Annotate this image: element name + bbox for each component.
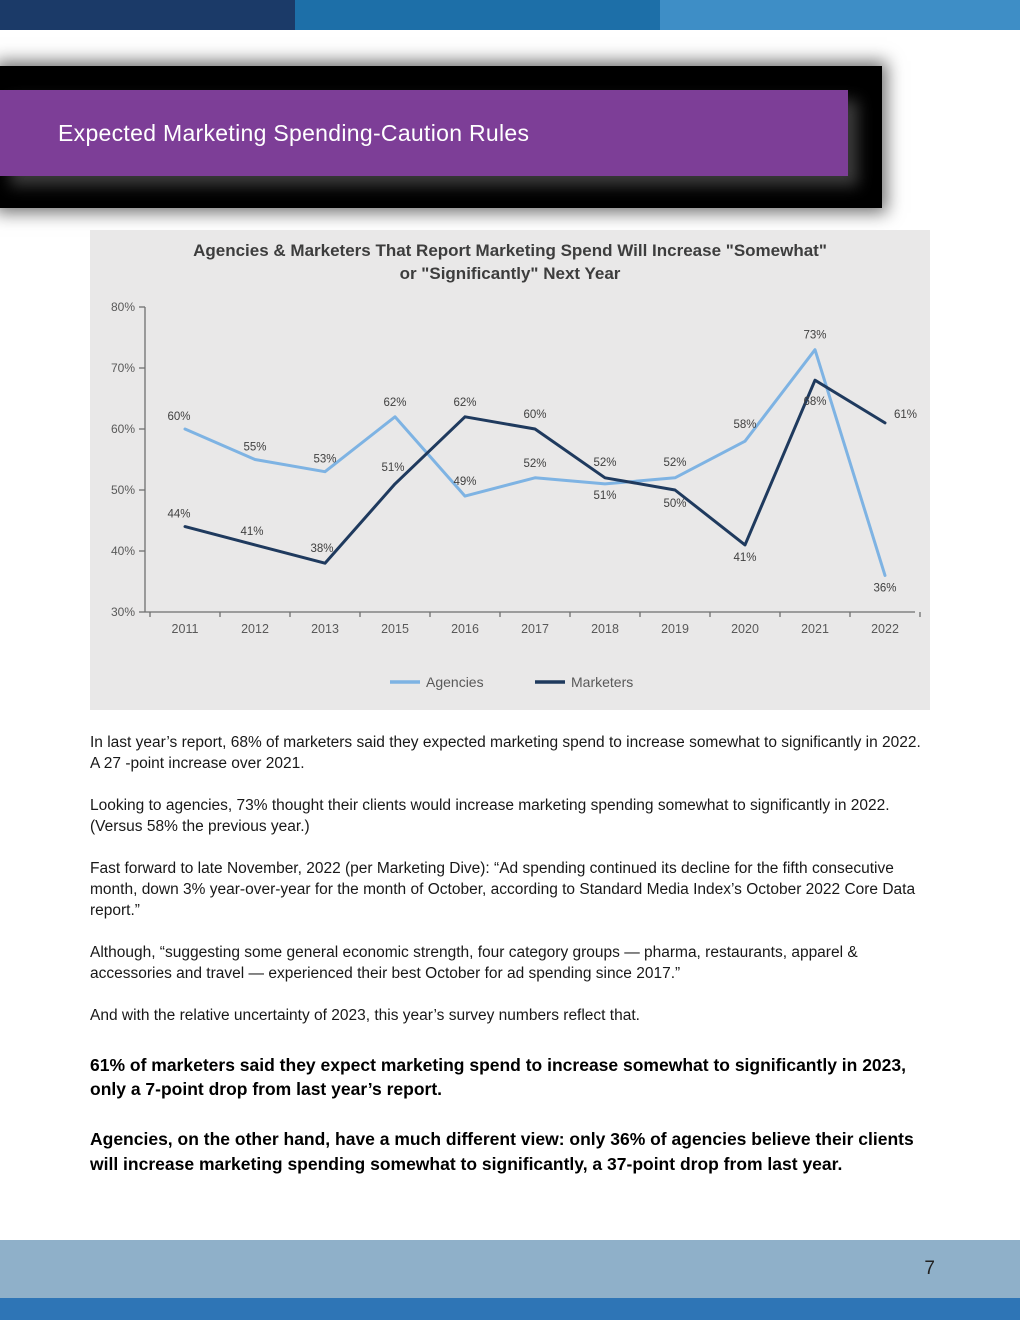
svg-text:Marketers: Marketers [571,674,634,690]
page-title: Expected Marketing Spending-Caution Rules [58,119,530,146]
svg-text:2019: 2019 [661,622,689,636]
paragraph: Although, “suggesting some general economic strength, four category groups — pharma, restaurants, apparel & accessories and travel — experienced their best October for ad spending since 2017.” [90,944,858,982]
title-board [0,66,882,208]
svg-text:38%: 38% [310,543,334,556]
svg-text:41%: 41% [240,525,264,538]
svg-text:44%: 44% [167,508,191,521]
svg-text:2016: 2016 [451,622,479,636]
footer-strip [0,1298,1020,1320]
svg-text:2020: 2020 [731,622,759,636]
footer-band [0,1240,1020,1298]
svg-text:2012: 2012 [241,622,269,636]
svg-text:73%: 73% [803,329,827,342]
svg-text:70%: 70% [110,361,135,375]
svg-text:51%: 51% [381,461,405,474]
svg-text:52%: 52% [593,456,617,469]
svg-text:58%: 58% [733,419,757,432]
svg-text:60%: 60% [110,422,135,436]
svg-text:2021: 2021 [801,622,829,636]
paragraph-bold: Agencies, on the other hand, have a much different view: only 36% of agencies believe their clients will increase marketing spending somewhat to significantly, a 37-point drop from last year. [90,1129,914,1174]
paragraph: And with the relative uncertainty of 2023, this year’s survey numbers reflect that. [90,1007,640,1025]
svg-text:68%: 68% [803,396,827,409]
svg-text:2017: 2017 [521,622,549,636]
svg-text:60%: 60% [523,409,547,421]
svg-text:62%: 62% [383,396,407,409]
body-text [90,733,932,1200]
svg-text:2013: 2013 [311,622,339,636]
svg-text:40%: 40% [110,544,135,558]
svg-text:53%: 53% [313,453,337,466]
topbar-segment-light [660,0,1020,30]
paragraph: Looking to agencies, 73% thought their clients would increase marketing spending somewhat to significantly in 2022. (Versus 58% the previous year.) [90,797,890,835]
svg-text:55%: 55% [243,441,267,454]
svg-text:2022: 2022 [871,622,899,636]
svg-text:30%: 30% [110,605,135,619]
svg-text:36%: 36% [873,582,897,595]
svg-text:2018: 2018 [591,622,619,636]
chart-title-line1: Agencies & Marketers That Report Marketing Spend Will Increase "Somewhat" [193,241,827,260]
svg-text:50%: 50% [663,498,687,510]
svg-text:51%: 51% [593,489,617,502]
svg-text:52%: 52% [523,457,547,470]
page-number: 7 [924,1258,935,1279]
title-banner [0,90,848,176]
svg-text:50%: 50% [110,483,135,497]
paragraph: In last year’s report, 68% of marketers said they expected marketing spend to increase somewhat to significantly in 2022. A 27 -point increase over 2021. [90,734,921,772]
svg-text:41%: 41% [733,551,757,564]
topbar-segment-medium [295,0,660,30]
svg-text:Agencies: Agencies [426,674,484,690]
svg-text:2011: 2011 [171,622,199,636]
chart-panel [90,230,930,710]
paragraph-bold: 61% of marketers said they expect marketing spend to increase somewhat to significantly in 2023, only a 7-point drop from last year’s report. [90,1055,906,1100]
svg-text:80%: 80% [110,300,135,314]
svg-text:61%: 61% [894,408,918,421]
chart-title [130,240,890,286]
chart-title-line2: or "Significantly" Next Year [399,263,621,283]
svg-text:49%: 49% [453,476,477,489]
topbar-segment-dark [0,0,295,30]
paragraph: Fast forward to late November, 2022 (per Marketing Dive): “Ad spending continued its decline for the fifth consecutive month, down 3% year-over-year for the month of October, according to Standard Media Index’s October 2022 Core Data report.” [90,860,916,919]
svg-text:62%: 62% [453,396,477,409]
svg-text:2015: 2015 [381,622,409,636]
spend-line-chart [90,230,930,710]
svg-text:60%: 60% [167,411,191,423]
topbar [0,0,1020,30]
svg-text:52%: 52% [663,456,687,469]
